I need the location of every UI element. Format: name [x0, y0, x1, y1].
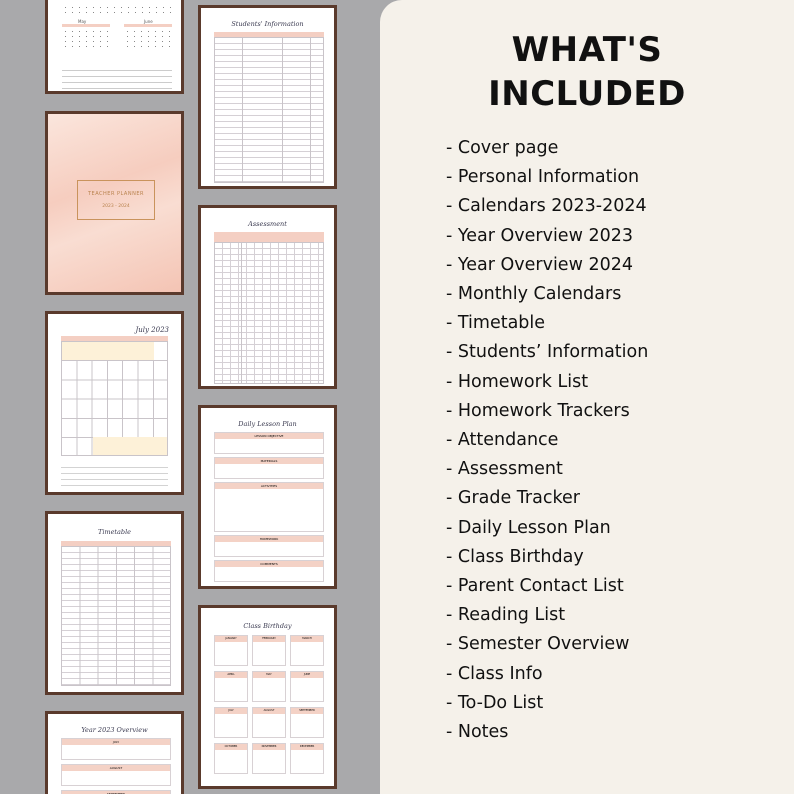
page-timetable	[45, 511, 184, 695]
list-item: - Monthly Calendars	[446, 284, 622, 305]
year-month-label: JULY	[62, 739, 170, 745]
page-year-overview	[45, 711, 184, 794]
assessment-grid	[214, 242, 324, 384]
birthday-month-label: DECEMBER	[291, 744, 323, 750]
list-item: - Assessment	[446, 459, 563, 480]
month-grid	[61, 341, 168, 456]
page-calendars	[45, 0, 184, 94]
students-grid	[214, 37, 324, 183]
list-item: - To-Do List	[446, 692, 544, 713]
list-item: - Parent Contact List	[446, 576, 624, 597]
birthday-month-label: JULY	[215, 708, 247, 714]
calendar-top-dots	[62, 5, 172, 13]
list-item: - Calendars 2023-2024	[446, 196, 647, 217]
list-item: - Semester Overview	[446, 634, 630, 655]
list-item: - Homework List	[446, 371, 589, 392]
whats-included-panel	[380, 0, 794, 794]
birthday-month-label: AUGUST	[253, 708, 285, 714]
page-class-birthday	[198, 605, 337, 789]
list-item: - Attendance	[446, 430, 559, 451]
list-item: - Homework Trackers	[446, 400, 630, 421]
birthday-month-label: JUNE	[291, 672, 323, 678]
page-students-information	[198, 5, 337, 189]
list-item: - Timetable	[446, 313, 546, 334]
list-item: - Notes	[446, 722, 509, 743]
birthday-month-label: MAY	[253, 672, 285, 678]
preview-column	[0, 0, 380, 794]
birthday-month-label: OCTOBER	[215, 744, 247, 750]
list-item: - Year Overview 2023	[446, 225, 633, 246]
heading-line-1: WHAT'S	[511, 30, 663, 70]
heading-line-2: INCLUDED	[488, 74, 686, 114]
notes-lines	[62, 65, 172, 89]
list-item: - Grade Tracker	[446, 488, 580, 509]
birthday-title: Class Birthday	[243, 622, 292, 630]
timetable-title: Timetable	[98, 528, 131, 536]
lesson-section-label: ACTIVITIES	[215, 483, 323, 489]
birthday-month-label: FEBRUARY	[253, 636, 285, 642]
list-item: - Year Overview 2024	[446, 254, 633, 275]
list-item: - Personal Information	[446, 167, 640, 188]
page-daily-lesson-plan	[198, 405, 337, 589]
lesson-section-label: LESSON OBJECTIVE	[215, 433, 323, 439]
list-item: - Students’ Information	[446, 342, 649, 363]
list-item: - Cover page	[446, 138, 559, 158]
calendar-june-label: June	[144, 19, 153, 24]
whats-included-heading	[380, 28, 794, 116]
page-assessment	[198, 205, 337, 389]
birthday-month-label: NOVEMBER	[253, 744, 285, 750]
calendar-may-label: May	[78, 19, 87, 24]
birthday-month-label: SEPTEMBER	[291, 708, 323, 714]
lesson-section-label: COMMENTS	[215, 561, 323, 567]
list-item: - Class Info	[446, 663, 543, 684]
list-item: - Reading List	[446, 605, 566, 626]
cover-years: 2023 - 2024	[102, 204, 130, 209]
calendar-june-grid	[124, 29, 172, 51]
month-title: July 2023	[135, 326, 169, 334]
list-item: - Daily Lesson Plan	[446, 517, 611, 538]
timetable-grid	[61, 546, 171, 686]
lesson-plan-title: Daily Lesson Plan	[238, 420, 297, 428]
assessment-title: Assessment	[248, 220, 287, 228]
birthday-month-label: JANUARY	[215, 636, 247, 642]
cover-title: TEACHER PLANNER	[88, 191, 144, 197]
year-month-label: AUGUST	[62, 765, 170, 771]
included-items-list	[446, 134, 648, 747]
cover-title-box	[77, 180, 155, 220]
lesson-section-label: MATERIALS	[215, 458, 323, 464]
calendar-may-grid	[62, 29, 110, 51]
year-overview-title: Year 2023 Overview	[81, 726, 148, 734]
page-cover	[45, 111, 184, 295]
year-month-label: SEPTEMBER	[62, 791, 170, 794]
birthday-month-label: APRIL	[215, 672, 247, 678]
lesson-section-label: HOMEWORK	[215, 536, 323, 542]
students-title: Students' Information	[231, 20, 304, 28]
birthday-month-label: MARCH	[291, 636, 323, 642]
list-item: - Class Birthday	[446, 546, 584, 567]
page-monthly-calendar	[45, 311, 184, 495]
month-notes	[61, 462, 168, 486]
